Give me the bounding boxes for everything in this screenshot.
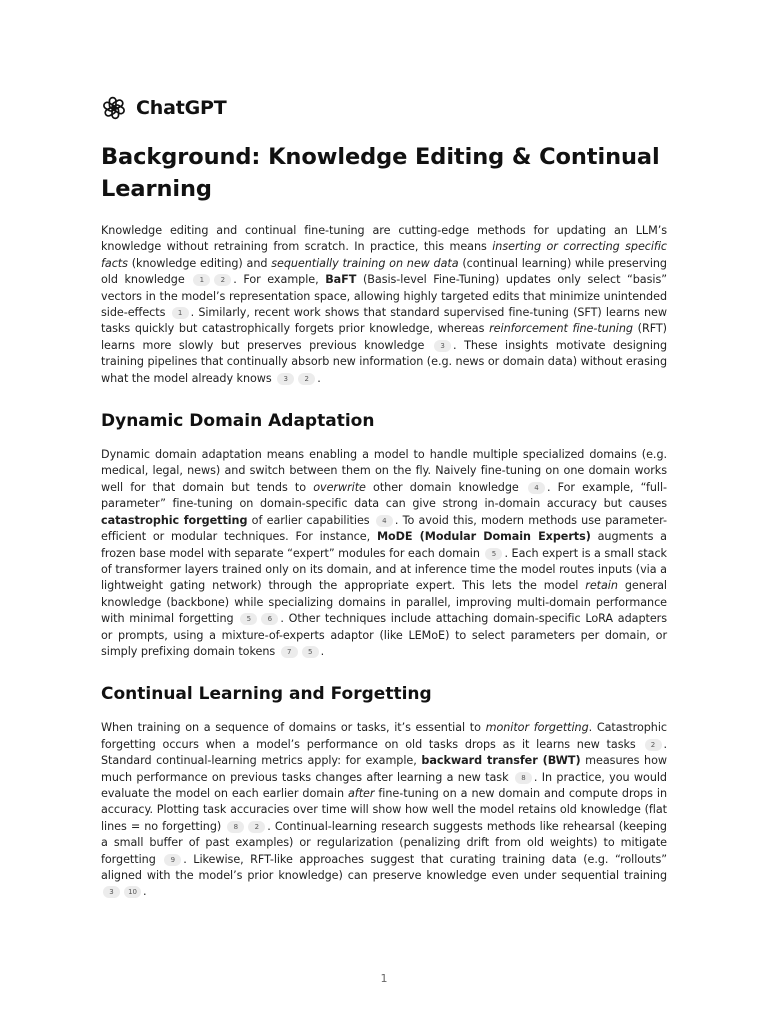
brand-header xyxy=(101,92,667,124)
page-title: Background: Knowledge Editing & Continual Learning xyxy=(101,144,660,202)
citation-badge[interactable]: 2 xyxy=(214,274,231,286)
citation-badge[interactable]: 5 xyxy=(240,613,257,625)
openai-logo-icon xyxy=(101,95,127,121)
section-heading: Dynamic Domain Adaptation xyxy=(101,411,375,432)
citation-badge[interactable]: 10 xyxy=(124,886,141,898)
section-paragraph: Dynamic domain adaptation means enabling a model to handle multiple specialized domains (e.g. medical, legal, news) and switch between them on the fly. Naively fine-tuning on one domain works well for that domain but tends to overwrite other domain knowledge 4 . For example, “full-parameter” fine-tuning on domain-specific data can give strong in-domain accuracy but causes catastrophic forgetting of earlier capabilities 4 . To avoid this, modern methods use parameter-efficient or modular techniques. For instance, MoDE (Modular Domain Experts) augments a frozen base model with separate “expert” modules for each domain 5 . Each expert is a small stack of transformer layers trained only on its domain, and at inference time the model routes inputs (via a lightweight gating network) through the appropriate expert. This lets the model retain general knowledge (backbone) while specializing domains in parallel, improving multi-domain performance with minimal forgetting 5 6 . Other techniques include attaching domain-specific LoRA adapters or prompts, using a mixture-of-experts adaptor (like LEMoE) to select parameters per domain, or simply prefixing domain tokens 7 5 . xyxy=(101,448,667,658)
page-number: 1 xyxy=(380,972,388,985)
citation-badge[interactable]: 7 xyxy=(281,646,298,658)
citation-badge[interactable]: 8 xyxy=(227,821,244,833)
citation-badge[interactable]: 1 xyxy=(193,274,210,286)
citation-badge[interactable]: 5 xyxy=(302,646,319,658)
citation-badge[interactable]: 4 xyxy=(376,515,393,527)
citation-badge[interactable]: 6 xyxy=(261,613,278,625)
citation-badge[interactable]: 4 xyxy=(528,482,545,494)
brand-name: ChatGPT xyxy=(136,97,227,119)
section-paragraph: When training on a sequence of domains or tasks, it’s essential to monitor forgetting. Catastrophic forgetting occurs when a model’s performance on old tasks drops as it learns new tasks 2 . Standard continual-learning metrics apply: for example, backward transfer (BWT) measures how much performance on previous tasks changes after learning a new task 8 . In practice, you would evaluate the model on each earlier domain after fine-tuning on a new domain and compute drops in accuracy. Plotting task accuracies over time will show how well the model retains old knowledge (flat lines = no forgetting) 8 2 . Continual-learning research suggests methods like rehearsal (keeping a small buffer of past examples) or regularization (penalizing drift from old weights) to mitigate forgetting 9 . Likewise, RFT-like approaches suggest that curating training data (e.g. “rollouts” aligned with the model’s prior knowledge) can preserve knowledge even under sequential training 3 10 . xyxy=(101,721,668,899)
intro-paragraph: Knowledge editing and continual fine-tuning are cutting-edge methods for updating an LLM’s knowledge without retraining from scratch. In practice, this means inserting or correcting specific facts (knowledge editing) and sequentially training on new data (continual learning) while preserving old knowledge 1 2 . For example, BaFT (Basis-level Fine-Tuning) updates only select “basis” vectors in the model’s representation space, allowing highly targeted edits that minimize unintended side-effects 1 . Similarly, recent work shows that standard supervised fine-tuning (SFT) learns new tasks quickly but catastrophically forgets prior knowledge, whereas reinforcement fine-tuning (RFT) learns more slowly but preserves previous knowledge 3 . These insights motivate designing training pipelines that continually absorb new information (e.g. news or domain data) without erasing what the model already knows 3 2 . xyxy=(101,224,667,385)
citation-badge[interactable]: 2 xyxy=(298,373,315,385)
citation-badge[interactable]: 3 xyxy=(103,886,120,898)
citation-badge[interactable]: 5 xyxy=(485,548,502,560)
citation-badge[interactable]: 1 xyxy=(172,307,189,319)
citation-badge[interactable]: 3 xyxy=(434,340,451,352)
section-heading: Continual Learning and Forgetting xyxy=(101,684,432,705)
document-page xyxy=(101,92,667,901)
citation-badge[interactable]: 9 xyxy=(164,854,181,866)
citation-badge[interactable]: 2 xyxy=(248,821,265,833)
citation-badge[interactable]: 2 xyxy=(645,739,662,751)
citation-badge[interactable]: 8 xyxy=(515,772,532,784)
citation-badge[interactable]: 3 xyxy=(277,373,294,385)
